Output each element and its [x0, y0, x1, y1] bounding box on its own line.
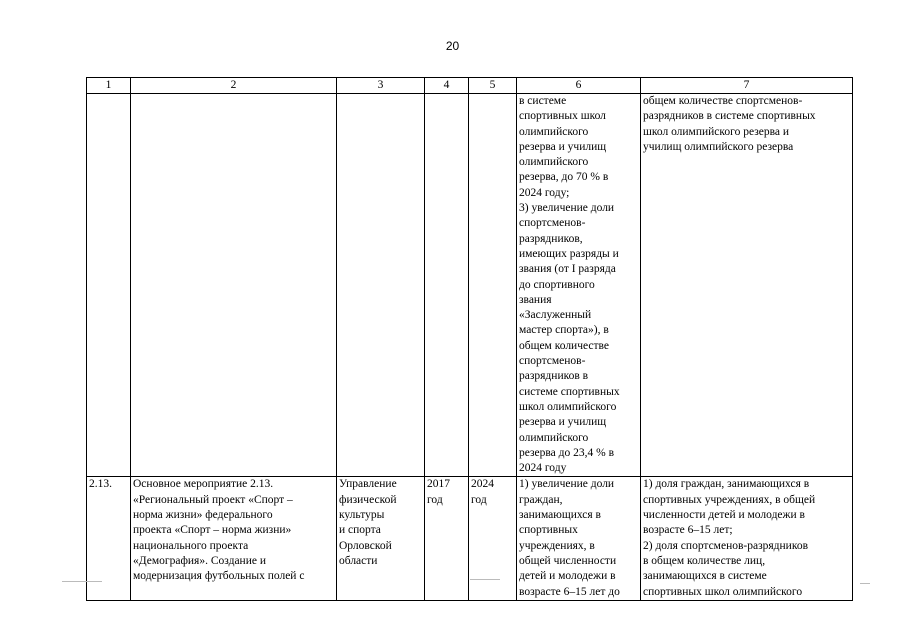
cell-end-year: [469, 94, 517, 477]
scan-artifact: [860, 583, 870, 584]
cell-number: [87, 94, 131, 477]
cell-start-year: [425, 94, 469, 477]
column-header-6: 6: [517, 78, 641, 94]
cell-expected-result: в системе спортивных школ олимпийского резерва и училищ олимпийского резерва, до 70 % в 2024 году; 3) увеличение доли спортсменов- разрядников, имеющих разряды и звания (от I разряда до спортивного звания «Заслуженный мастер спорта»), в общем количестве спортсменов- разрядников в системе спортивных школ олимпийского резерва и училищ олимпийского резерва до 23,4 % в 2024 году: [517, 94, 641, 477]
column-header-1: 1: [87, 78, 131, 94]
scan-artifact: [62, 581, 102, 582]
cell-executor: Управление физической культуры и спорта Орловской области: [337, 477, 425, 600]
cell-expected-result: 1) увеличение доли граждан, занимающихся в спортивных учреждениях, в общей численности детей и молодежи в возрасте 6–15 лет до: [517, 477, 641, 600]
table-row: [87, 477, 853, 600]
column-header-3: 3: [337, 78, 425, 94]
cell-start-year: 2017 год: [425, 477, 469, 600]
column-header-2: 2: [131, 78, 337, 94]
program-table: [86, 77, 853, 601]
column-header-4: 4: [425, 78, 469, 94]
cell-event: Основное мероприятие 2.13. «Региональный проект «Спорт – норма жизни» федерального проекта «Спорт – норма жизни» национального проекта «Демография». Создание и модернизация футбольных полей с: [131, 477, 337, 600]
table-row: [87, 94, 853, 477]
cell-indicator: 1) доля граждан, занимающихся в спортивных учреждениях, в общей численности детей и молодежи в возрасте 6–15 лет; 2) доля спортсменов-разрядников в общем количестве лиц, занимающихся в системе спортивных школ олимпийского: [641, 477, 853, 600]
cell-number: 2.13.: [87, 477, 131, 600]
cell-end-year: 2024 год: [469, 477, 517, 600]
cell-indicator: общем количестве спортсменов- разрядников в системе спортивных школ олимпийского резерва и училищ олимпийского резерва: [641, 94, 853, 477]
cell-event: [131, 94, 337, 477]
cell-executor: [337, 94, 425, 477]
table-header-row: [87, 78, 853, 94]
column-header-5: 5: [469, 78, 517, 94]
scan-artifact: [470, 579, 500, 580]
page-number: 20: [445, 39, 460, 53]
column-header-7: 7: [641, 78, 853, 94]
